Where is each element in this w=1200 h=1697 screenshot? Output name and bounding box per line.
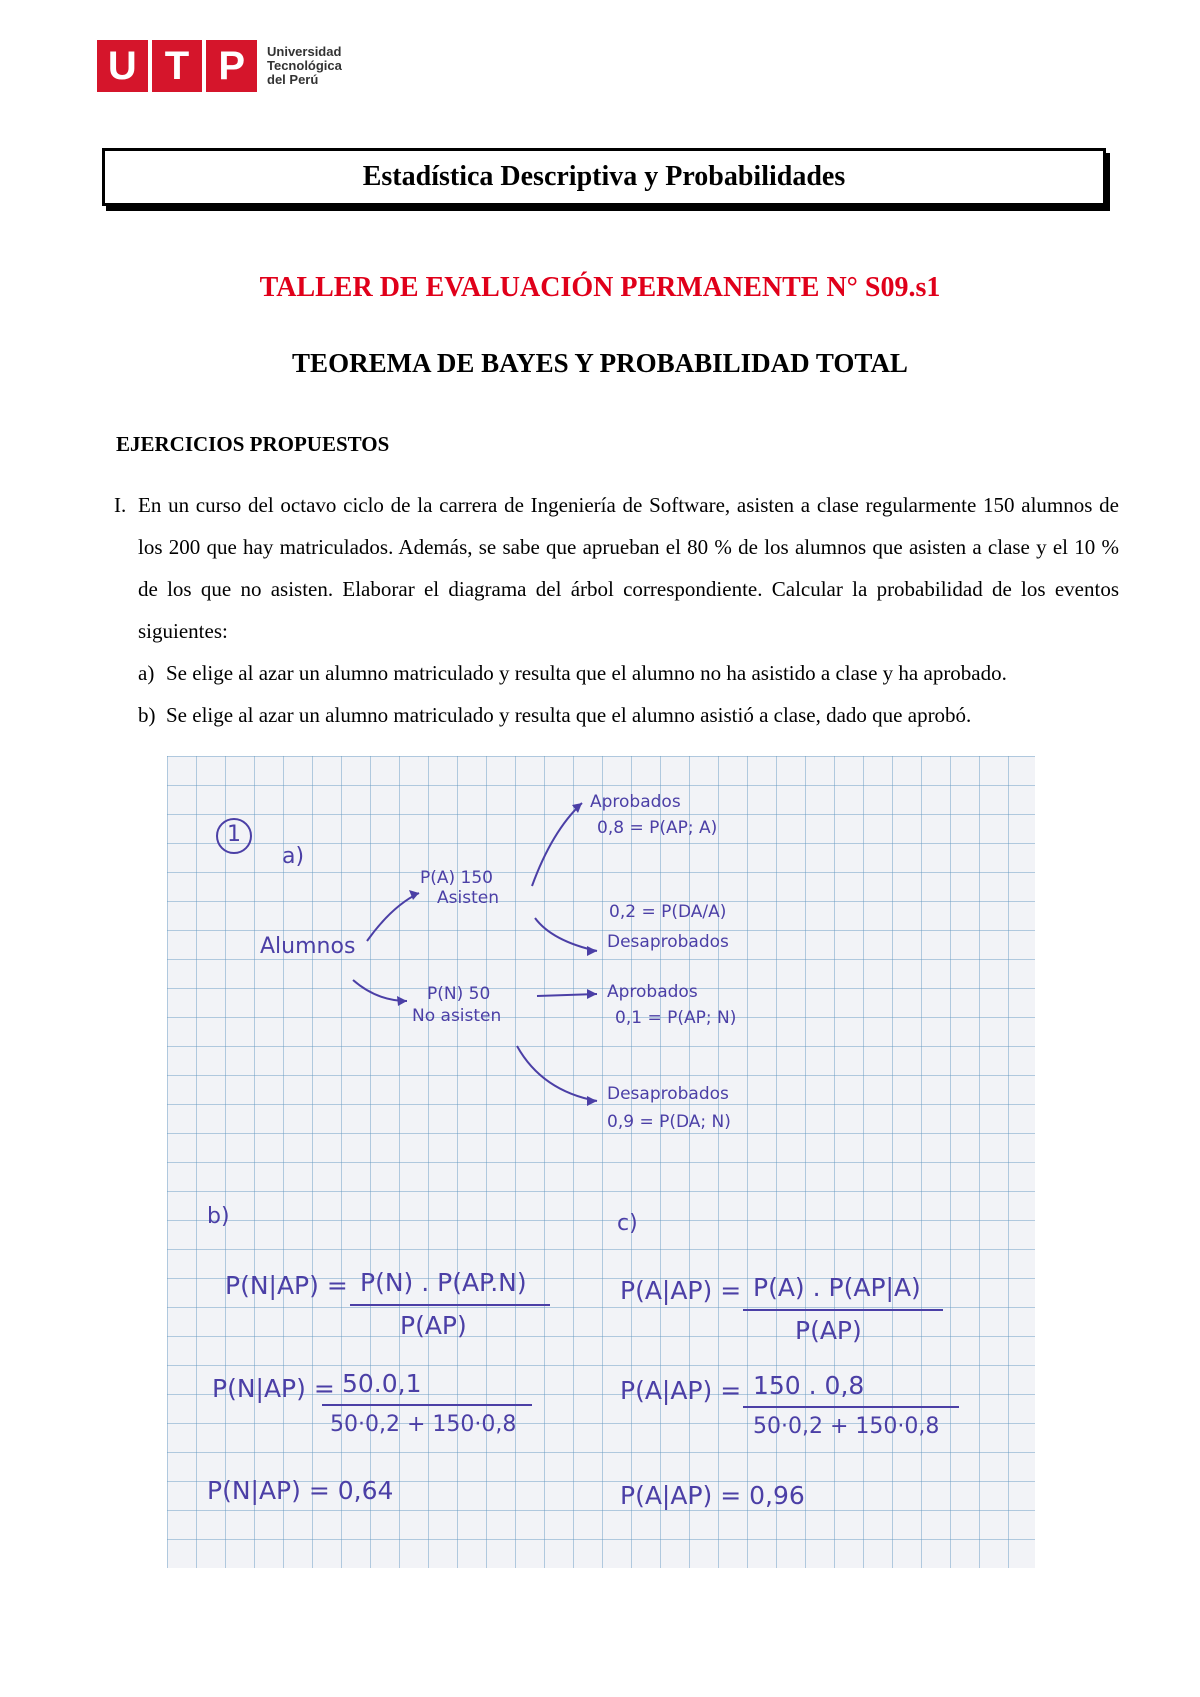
exercise-item-a-label: a) [138,661,155,685]
arrow-to-desaprobados-1 [535,918,597,951]
hw-asisten-prob: P(A) 150 [420,868,493,888]
hw-c2-fraction-bar [743,1406,959,1408]
hw-part-a: a) [282,844,305,869]
hw-asisten: Asisten [437,888,499,908]
exercise-item-b-label: b) [138,703,156,727]
hw-b-fraction-bar [350,1304,550,1306]
topic-title: TEOREMA DE BAYES Y PROBABILIDAD TOTAL [292,348,908,378]
hw-number: 1 [227,822,241,847]
hw-desaprobados-1: Desaprobados [607,932,729,952]
arrow-to-desaprobados-2 [517,1046,597,1101]
hw-desaprobados-2: Desaprobados [607,1084,729,1104]
exercise-text: En un curso del octavo ciclo de la carrera de Ingeniería de Software, asisten a clase regularmente 150 alumnos de los 200 que hay matriculados. Además, se sabe que aprueban el 80 % de los alumnos que asisten a clase y el 10 % de los que no asisten. Elaborar el diagrama del árbol correspondiente. Calcular la probabilidad de los eventos siguientes: [138,493,1119,643]
logo-letters [97,40,257,92]
hw-b-denominator: P(AP) [400,1311,467,1340]
hw-c2-numerator: 150 . 0,8 [753,1371,865,1400]
hw-c2-denominator: 50·0,2 + 150·0,8 [753,1414,940,1439]
exercise-number: I. [114,493,127,517]
course-title: Estadística Descriptiva y Probabilidades [102,148,1106,206]
handwritten-solution-image [167,756,1035,1568]
logo-line-2: Tecnológica [267,58,342,73]
exercise-item-b [138,694,1119,736]
logo-letter-t: T [152,40,207,92]
hw-no-asisten-prob: P(N) 50 [427,984,491,1004]
section-heading: EJERCICIOS PROPUESTOS [116,432,390,456]
hw-root-alumnos: Alumnos [260,934,356,959]
taller-title: TALLER DE EVALUACIÓN PERMANENTE N° S09.s1 [259,272,941,303]
hw-b-lhs: P(N|AP) = [225,1271,348,1300]
hw-c-numerator: P(A) . P(AP|A) [753,1273,921,1302]
hw-part-b: b) [207,1204,230,1229]
hw-aprobados-2: Aprobados [607,982,698,1002]
hw-desaprobados-2-prob: 0,9 = P(DA; N) [607,1112,731,1132]
hw-c-result: P(A|AP) = 0,96 [620,1481,805,1510]
hw-b2-numerator: 50.0,1 [342,1369,422,1398]
tree-arrows [167,756,1035,1568]
arrow-to-asisten [367,893,419,941]
hw-aprobados-1-prob: 0,8 = P(AP; A) [597,818,718,838]
hw-b2-denominator: 50·0,2 + 150·0,8 [330,1412,517,1437]
hw-desaprobados-1-prob: 0,2 = P(DA/A) [609,902,727,922]
hw-c2-lhs: P(A|AP) = [620,1376,742,1405]
hw-part-c: c) [617,1211,638,1236]
utp-logo [97,40,342,92]
hw-no-asisten: No asisten [412,1006,502,1026]
hw-c-denominator: P(AP) [795,1316,862,1345]
hw-b-numerator: P(N) . P(AP.N) [360,1268,527,1297]
arrow-to-aprobados-1 [532,803,582,886]
logo-letter-p: P [218,43,246,88]
logo-letter-u: U [97,40,152,92]
hw-c-fraction-bar [743,1309,943,1311]
exercise-item-a-text: Se elige al azar un alumno matriculado y resulta que el alumno no ha asistido a clase y ha aprobado. [166,661,1007,685]
logo-text [267,45,342,87]
hw-aprobados-1: Aprobados [590,792,681,812]
exercise-item-a [138,652,1119,694]
exercise-item-b-text: Se elige al azar un alumno matriculado y resulta que el alumno asistió a clase, dado que aprobó. [166,703,972,727]
hw-b2-lhs: P(N|AP) = [212,1374,335,1403]
exercise [114,484,1119,736]
hw-c-lhs: P(A|AP) = [620,1276,742,1305]
hw-b-result: P(N|AP) = 0,64 [207,1476,394,1505]
hw-aprobados-2-prob: 0,1 = P(AP; N) [615,1008,737,1028]
logo-line-3: del Perú [267,72,319,87]
logo-line-1: Universidad [267,44,342,59]
hw-b2-fraction-bar [322,1404,532,1406]
